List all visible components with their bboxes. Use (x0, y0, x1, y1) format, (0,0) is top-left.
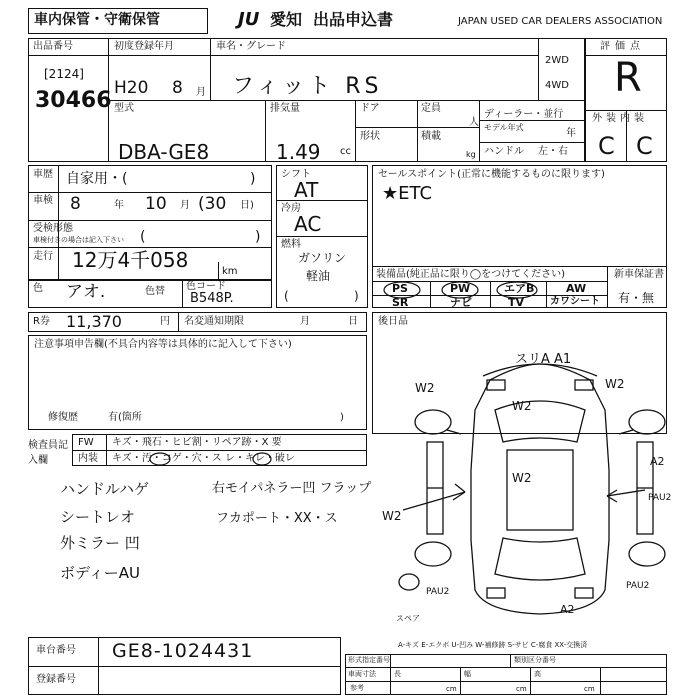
inspection-month: 10 (145, 194, 167, 214)
inspector-fw-items: キズ・飛石・ヒビ割・リペア跡・X 要 (112, 437, 282, 448)
warranty-label: 新車保証書 (614, 269, 664, 280)
fuel-label: 燃料 (281, 239, 301, 250)
equipment-circles (372, 266, 607, 308)
inspection-label: 車検 (33, 195, 53, 206)
fuel-open: ( (284, 289, 289, 303)
displacement-value: 1.49 (276, 140, 321, 164)
fuel-diesel: 軽油 (306, 269, 331, 283)
repair-history-value: 有(箇所 (108, 412, 142, 423)
inspector-interior: 内装 (78, 453, 98, 464)
chassis-label: 車台番号 (36, 645, 76, 656)
mark-pau2-rear-right: PAU2 (626, 581, 650, 591)
mark-w2-2: W2 (512, 399, 532, 413)
inspection-year: 8 (70, 194, 81, 214)
history-close: ) (250, 171, 256, 187)
name-change-label: 名変通知期限 (184, 316, 244, 327)
length-label: 長 (394, 670, 401, 678)
name-change-day: 日 (348, 316, 358, 327)
history-label: 車歴 (33, 169, 53, 180)
color-code-value: B548P. (190, 291, 234, 306)
note-right-2: フカポート・XX・ス (216, 511, 338, 526)
spare-label: スペア (396, 614, 420, 623)
damage-legend: A-キズ E-エクボ U-凹み W-補修跡 S-サビ C-腐食 XX-交換済 (398, 641, 588, 649)
capacity-unit: 人 (469, 117, 479, 128)
type-designation-label: 形式指定番号 (348, 656, 390, 664)
inspection-day-unit: 日) (240, 200, 254, 211)
chassis-value: GE8-1024431 (112, 640, 254, 662)
inspector-interior-items: キズ・汚・コゲ・穴・ス レ・キレ・破レ (112, 453, 295, 464)
association-name: JAPAN USED CAR DEALERS ASSOCIATION (458, 16, 663, 27)
equip-tv: TV (508, 296, 525, 309)
note-left-3: 外ミラー 凹 (60, 534, 140, 552)
mark-w2-3: W2 (605, 377, 625, 391)
sales-point-label: セールスポイント(正常に機能するものに限ります) (378, 169, 605, 180)
dealer-label: ディーラー・並行 (484, 109, 564, 120)
width-label: 幅 (464, 670, 471, 678)
color-shade-label: 色替 (145, 286, 165, 297)
model-label: 型式 (114, 103, 134, 114)
mark-w2-1: W2 (415, 381, 435, 395)
mark-w2-4: W2 (512, 471, 532, 485)
inspect-form-open: ( (140, 229, 146, 245)
region-title: 愛知 (270, 10, 303, 29)
inspection-year-unit: 年 (114, 200, 124, 211)
car-name-value: フィット RS (232, 74, 383, 99)
fuel-gasoline: ガソリン (298, 251, 347, 265)
registration-month-unit: 月 (196, 87, 206, 98)
warranty-options: 有・無 (618, 291, 655, 305)
mileage-unit: km (222, 266, 238, 277)
sales-point-value: ★ETC (382, 183, 433, 204)
ac-value: AC (294, 212, 322, 236)
note-right-1: 右モイパネラー凹 フラップ (212, 481, 372, 496)
first-registration-label: 初度登録年月 (114, 41, 174, 52)
inspector-fw: FW (78, 437, 94, 448)
lot-number: 30466 (35, 88, 112, 113)
lot-sub-number: [2124] (44, 67, 84, 81)
model-value: DBA-GE8 (118, 140, 210, 164)
inspect-form-close: ) (255, 229, 261, 245)
recycle-value: 11,370 (66, 312, 122, 331)
note-left-1: ハンドルハゲ (60, 480, 149, 498)
shift-value: AT (294, 178, 319, 202)
reg-number-label: 登録番号 (36, 674, 76, 685)
color-value: アオ. (66, 282, 106, 302)
equip-ps: PS (392, 282, 408, 295)
ju-logo: JU (238, 9, 260, 30)
door-label: ドア (360, 103, 380, 114)
lot-number-label: 出品番号 (33, 41, 73, 52)
displacement-unit: cc (340, 146, 351, 157)
equip-navi: ナビ (450, 296, 472, 309)
cm-unit-1: cm (446, 685, 457, 693)
load-unit: kg (466, 150, 476, 159)
color-label: 色 (33, 283, 43, 294)
inspection-month-unit: 月 (180, 200, 190, 211)
interior-circles (140, 450, 280, 466)
repair-history-close: ) (340, 412, 344, 423)
storage-label: 車内保管・守衛保管 (34, 12, 160, 28)
exterior-grade: C (598, 132, 615, 160)
form-title: 出品申込書 (313, 10, 394, 29)
equip-airbag: エアB (504, 282, 535, 295)
ext-int-label: 外装内装 (592, 113, 648, 124)
equip-sr: SR (392, 296, 409, 309)
shift-label: シフト (281, 169, 311, 180)
equipment-label: 装備品(純正品に限り◯をつけてください) (376, 269, 565, 280)
model-year-label: モデル年式 (484, 123, 524, 132)
classification-label: 類別区分番号 (514, 656, 556, 664)
drive-2wd: 2WD (545, 55, 569, 66)
name-change-month: 月 (300, 316, 310, 327)
model-year-unit: 年 (566, 128, 576, 139)
car-name-label: 車名・グレード (216, 41, 286, 52)
displacement-label: 排気量 (270, 103, 300, 114)
mark-a2-right: A2 (650, 455, 665, 468)
registration-month: 8 (172, 78, 183, 98)
equip-pw: PW (450, 282, 471, 295)
inspection-day: (30 (198, 194, 227, 214)
handle-options: 左・右 (538, 146, 568, 157)
mileage-value: 12万4千058 (72, 248, 189, 272)
history-value: 自家用・( (66, 171, 128, 187)
note-left-2: シートレオ (60, 508, 136, 526)
load-label: 積載 (421, 131, 441, 142)
inspect-form-sub: 車検付きの場合は記入下さい (33, 236, 124, 244)
notes-label: 注意事項申告欄(不具合内容等は具体的に記入して下さい) (34, 339, 292, 350)
mark-front-a1: スリA A1 (515, 352, 572, 367)
after-date-label: 後日品 (378, 316, 408, 327)
height-label: 高 (534, 670, 541, 678)
equip-leather-seat: カワシート (550, 296, 600, 307)
inspect-form-label: 受検形態 (33, 223, 73, 234)
mark-pau2-rear-left: PAU2 (426, 587, 450, 597)
registration-era: H20 (114, 78, 149, 98)
equip-aw: AW (566, 282, 587, 295)
mark-a2-rear: A2 (560, 603, 575, 616)
mileage-label: 走行 (33, 251, 53, 262)
reference-label: 参考 (350, 684, 364, 692)
drive-4wd: 4WD (545, 80, 569, 91)
color-code-label: 色コード (186, 281, 226, 292)
rating-label: 評価点 (600, 41, 645, 52)
interior-grade: C (636, 132, 653, 160)
note-left-4: ボディーAU (60, 564, 141, 582)
capacity-label: 定員 (421, 103, 441, 114)
cm-unit-3: cm (584, 685, 595, 693)
shape-label: 形状 (360, 131, 380, 142)
recycle-label: R券 (33, 316, 50, 327)
ac-label: 冷房 (281, 203, 301, 214)
rating-value: R (614, 55, 642, 101)
handle-label: ハンドル (484, 146, 524, 157)
dimensions-label: 車両寸法 (348, 670, 376, 678)
repair-history-label: 修復歴 (48, 412, 78, 423)
fuel-close: ) (354, 289, 359, 303)
recycle-unit: 円 (160, 316, 170, 327)
inspector-label: 検査員記入欄 (28, 440, 68, 466)
mark-w2-left: W2 (382, 509, 402, 523)
cm-unit-2: cm (516, 685, 527, 693)
mark-pau2-right: PAU2 (648, 493, 672, 503)
